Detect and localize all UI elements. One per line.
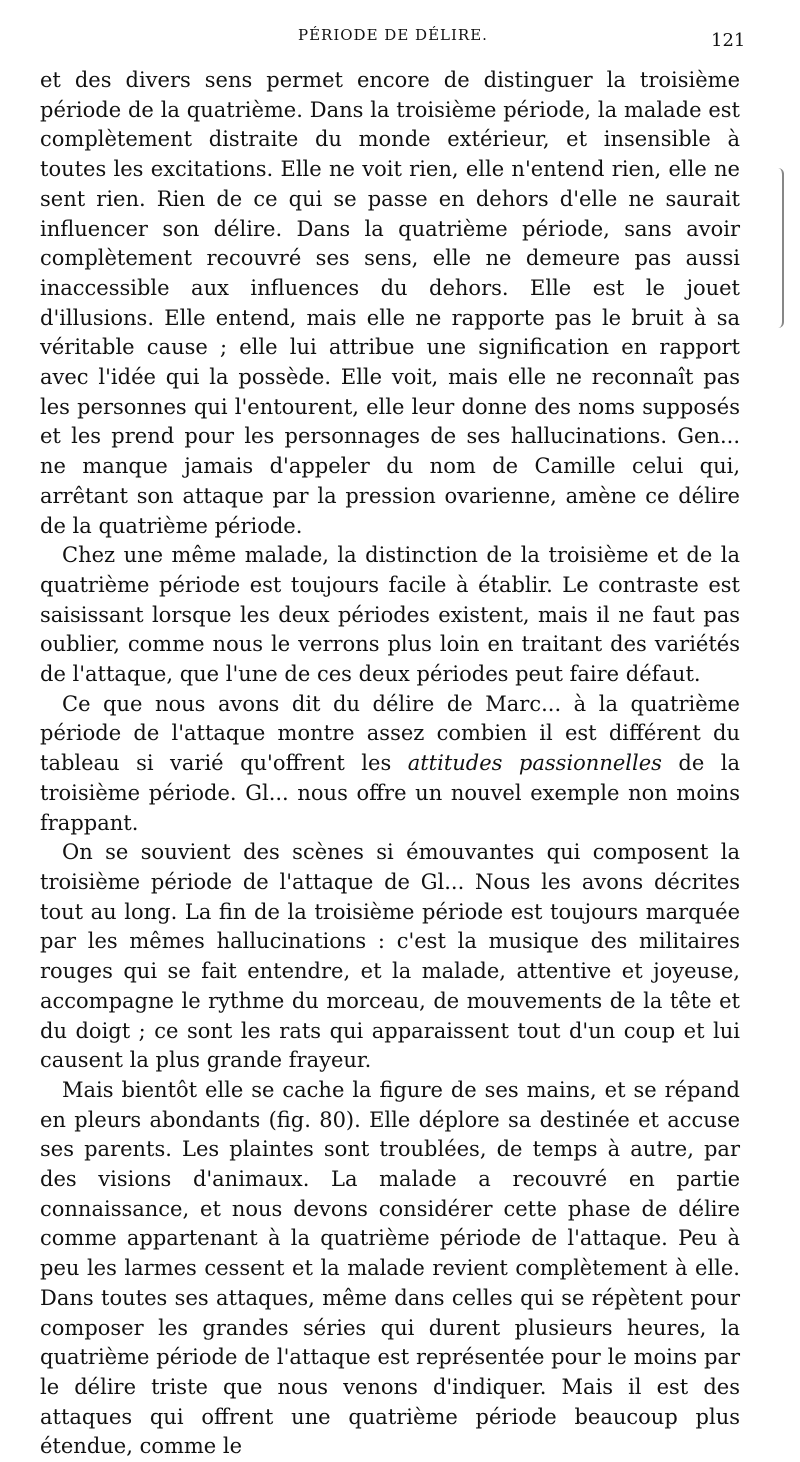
paragraph: Chez une même malade, la distinction de la troisième et de la quatrième période est toujours facile à établir. Le contraste est saisissant lorsque les deux périodes existent, mais il ne faut pas oublier, comme nous le verrons plus loin en traitant des variétés de l'attaque, que l'une de ces deux périodes peut faire défaut. [40, 543, 740, 687]
page-number: 121 [711, 30, 746, 51]
paragraph: On se souvient des scènes si émouvantes qui composent la troisième période de l'attaque de Gl... Nous les avons décrites tout au long. La fin de la troisième période est toujours marquée par les mêmes hallucinations : c'est la musique des militaires rouges qui se fait entendre, et la malade, attentive et joyeuse, accompagne le rythme du morceau, de mouvements de la tête et du doigt ; ce sont les rats qui apparaissent tout d'un coup et lui causent la plus grande frayeur. [40, 840, 740, 1073]
italic-term: attitudes passionnelles [407, 751, 662, 776]
margin-pencil-mark [774, 168, 784, 328]
paragraph-text: de la troisième période. Gl... nous offre un nouvel exemple non moins frappant. [40, 751, 740, 835]
paragraph [40, 690, 740, 839]
paragraph: Mais bientôt elle se cache la figure de ses mains, et se répand en pleurs abondants (fig. 80). Elle déplore sa destinée et accuse ses parents. Les plaintes sont troublées, de temps à autre, par des visions d'animaux. La malade a recouvré en partie connaissance, et nous devons considérer cette phase de délire comme appartenant à la quatrième période de l'attaque. Peu à peu les larmes cessent et la malade revient complètement à elle. Dans toutes ses attaques, même dans celles qui se répètent pour composer les grandes séries qui durent plusieurs heures, la quatrième période de l'attaque est représentée pour le moins par le délire triste que nous venons d'indiquer. Mais il est des attaques qui offrent une quatrième période beaucoup plus étendue, comme le [40, 1077, 740, 1459]
paragraph: et des divers sens permet encore de distinguer la troisième période de la quatrième. Dans la troisième période, la malade est complètement distraite du monde extérieur, et insensible à toutes les excitations. Elle ne voit rien, elle n'entend rien, elle ne sent rien. Rien de ce qui se passe en dehors d'elle ne saurait influencer son délire. Dans la quatrième période, sans avoir complètement recouvré ses sens, elle ne demeure pas aussi inaccessible aux influences du dehors. Elle est le jouet d'illusions. Elle entend, mais elle ne rapporte pas le bruit à sa véritable cause ; elle lui attribue une signification en rapport avec l'idée qui la possède. Elle voit, mais elle ne reconnaît pas les personnes qui l'entourent, elle leur donne des noms supposés et les prend pour les personnages de ses hallucinations. Gen... ne manque jamais d'appeler du nom de Camille celui qui, arrêtant son attaque par la pression ovarienne, amène ce délire de la quatrième période. [40, 68, 740, 538]
running-head: PÉRIODE DE DÉLIRE. [298, 26, 488, 44]
paragraph-text: Ce que nous avons dit du délire de Marc... à la quatrième période de l'attaque montre assez combien il est différent du tableau si varié qu'offrent les [40, 691, 740, 776]
body-text [40, 66, 740, 1462]
